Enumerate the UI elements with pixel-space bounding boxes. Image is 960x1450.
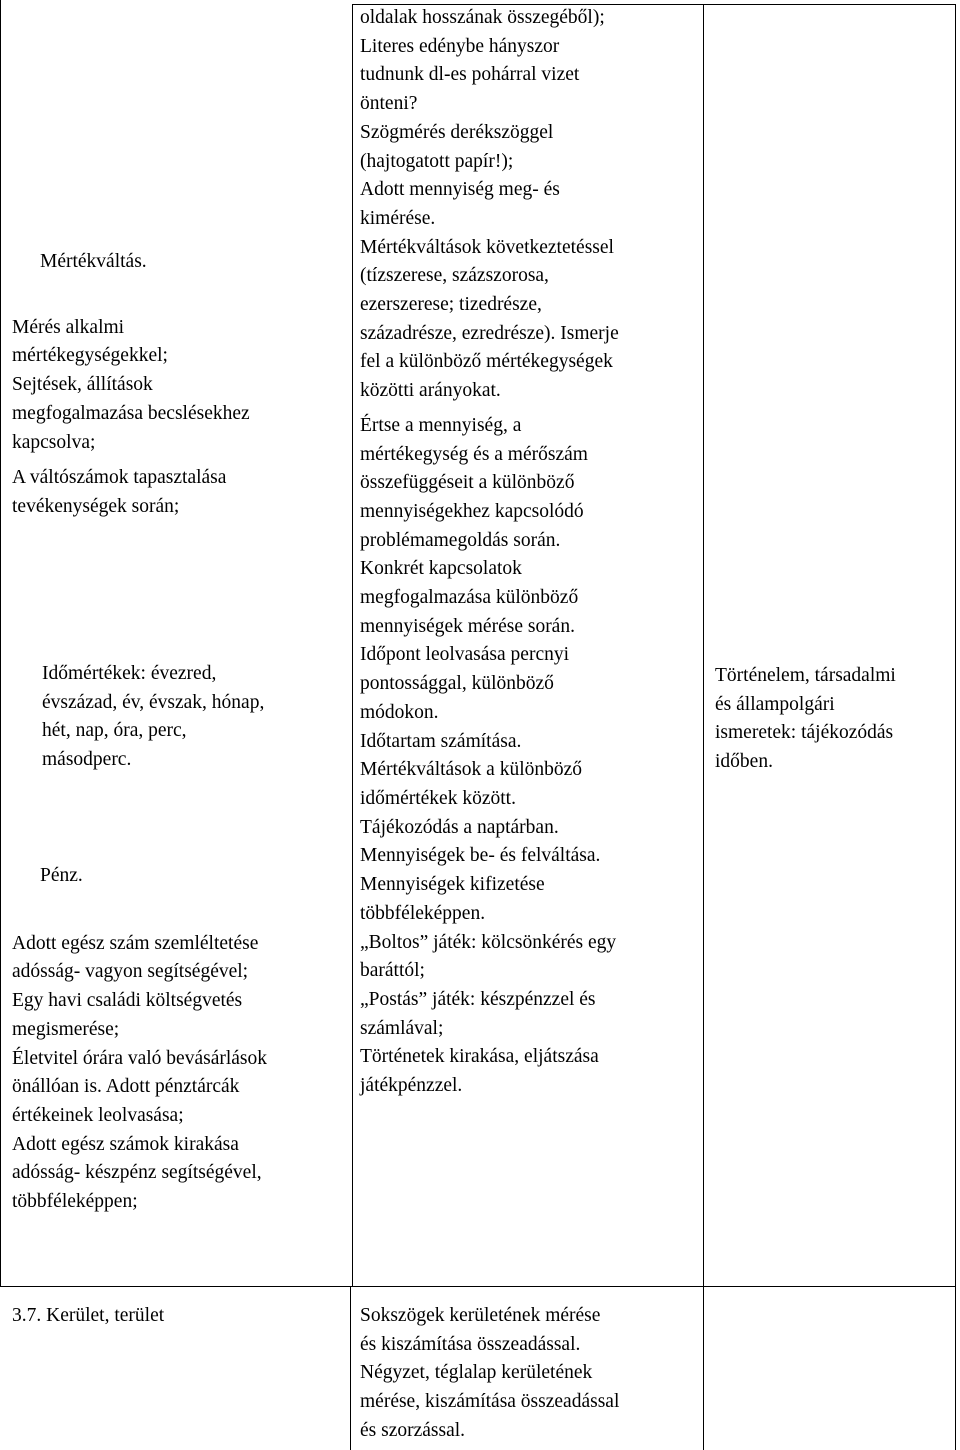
cell-connections-column (715, 662, 951, 777)
text-line: (tízszerese, százszorosa, (360, 265, 549, 287)
text-line: tudnunk dl-es pohárral vizet (360, 64, 580, 86)
text-line: Szögmérés derékszöggel (360, 121, 554, 143)
text-line: és szorzással. (360, 1419, 466, 1441)
text-line: Értse a mennyiség, a (360, 414, 522, 436)
text-line: Időpont leolvasása percnyi (360, 644, 570, 666)
text-line: Mértékváltások a különböző (360, 759, 583, 781)
text-line: és állampolgári (715, 693, 835, 715)
text-line: Időmértékek: évezred, (42, 663, 217, 684)
text-line: mennyiségekhez kapcsolódó (360, 500, 584, 522)
text-line: problémamegoldás során. (360, 529, 561, 551)
text-line: Adott mennyiség meg- és (360, 179, 560, 201)
text-line: időmértékek között. (360, 787, 516, 809)
text-line: többféleképpen. (360, 902, 486, 924)
text-line: kimérése. (360, 207, 436, 229)
text-line: mértékegységekkel; (12, 345, 168, 367)
text-line: A váltószámok tapasztalása (12, 467, 227, 489)
text-line: Életvitel órára való bevásárlások (12, 1047, 268, 1069)
text-line: adósság- vagyon segítségével; (12, 961, 249, 983)
table-row-divider (0, 1286, 956, 1287)
text-line: fel a különböző mértékegységek (360, 351, 613, 373)
text-line: pontossággal, különböző (360, 673, 554, 695)
text-line: számlával; (360, 1017, 444, 1039)
text-line: értékeinek leolvasása; (12, 1104, 184, 1126)
text-line: Időtartam számítása. (360, 730, 522, 752)
text-line: mérése, kiszámítása összeadással (360, 1391, 620, 1413)
text-line: ismeretek: tájékozódás (715, 722, 894, 744)
text-line: Konkrét kapcsolatok (360, 558, 522, 580)
cell-activities-perimeter (360, 1302, 700, 1446)
text-line: többféleképpen; (12, 1191, 138, 1213)
text-line: önteni? (360, 93, 418, 115)
text-line: Adott egész szám szemléltetése (12, 932, 259, 954)
text-line: Adott egész számok kirakása (12, 1133, 239, 1155)
heading-mertekvaltas: Mértékváltás. (40, 251, 147, 272)
text-line: mennyiségek mérése során. (360, 615, 575, 637)
table-left-border (0, 0, 1, 1286)
text-line: időben. (715, 751, 773, 773)
cell-topic-perimeter (12, 1302, 342, 1331)
text-line: baráttól; (360, 960, 425, 982)
text-line: Mértékváltások következtetéssel (360, 236, 614, 258)
text-line: oldalak hosszának összegéből); (360, 7, 605, 28)
table-col-divider-1b (350, 1286, 351, 1450)
text-line: Mennyiségek kifizetése (360, 874, 545, 896)
text-line: megfogalmazása becslésekhez (12, 402, 250, 424)
text-line: kapcsolva; (12, 431, 96, 453)
text-line: (hajtogatott papír!); (360, 150, 514, 172)
cell-money (12, 862, 338, 1217)
table-col-divider-2 (703, 4, 704, 1450)
text-line: közötti arányokat. (360, 380, 501, 402)
text-line: módokon. (360, 701, 439, 723)
text-line: játékpénzzel. (360, 1075, 463, 1097)
text-line: Literes edénybe hányszor (360, 35, 560, 57)
text-line: és kiszámítása összeadással. (360, 1333, 581, 1355)
text-line: megismerése; (12, 1018, 120, 1040)
text-line: adósság- készpénz segítségével, (12, 1162, 262, 1184)
text-line: „Postás” játék: készpénzzel és (360, 988, 596, 1010)
cell-topic-column (12, 248, 342, 522)
text-line: ezerszerese; tizedrésze, (360, 294, 542, 316)
text-line: „Boltos” játék: kölcsönkérés egy (360, 931, 617, 953)
text-line: megfogalmazása különböző (360, 587, 579, 609)
text-line: Tájékozódás a naptárban. (360, 816, 559, 838)
text-line: Mérés alkalmi (12, 316, 125, 338)
cell-activities-column (360, 4, 700, 1101)
text-line: Mennyiségek be- és felváltása. (360, 845, 601, 867)
cell-time-units (42, 660, 342, 775)
text-line: tevékenységek során; (12, 495, 180, 517)
text-line: hét, nap, óra, perc, (42, 720, 187, 742)
text-line: önállóan is. Adott pénztárcák (12, 1076, 240, 1098)
text-line: Négyzet, téglalap kerületének (360, 1362, 593, 1384)
text-line: Történetek kirakása, eljátszása (360, 1046, 599, 1068)
text-line: mértékegység és a mérőszám (360, 443, 588, 465)
table-right-border (955, 4, 956, 1450)
text-line: évszázad, év, évszak, hónap, (42, 691, 265, 713)
table-col-divider-1 (352, 4, 353, 1286)
text-line: Sejtések, állítások (12, 374, 153, 396)
text-line: összefüggéseit a különböző (360, 472, 575, 494)
topic-title: 3.7. Kerület, terület (12, 1305, 165, 1326)
text-line: másodperc. (42, 749, 132, 771)
text-line: Történelem, társadalmi (715, 665, 896, 686)
heading-penz: Pénz. (40, 865, 83, 886)
text-line: századrésze, ezredrésze). Ismerje (360, 322, 619, 344)
text-line: Sokszögek kerületének mérése (360, 1305, 601, 1326)
text-line: Egy havi családi költségvetés (12, 990, 243, 1012)
